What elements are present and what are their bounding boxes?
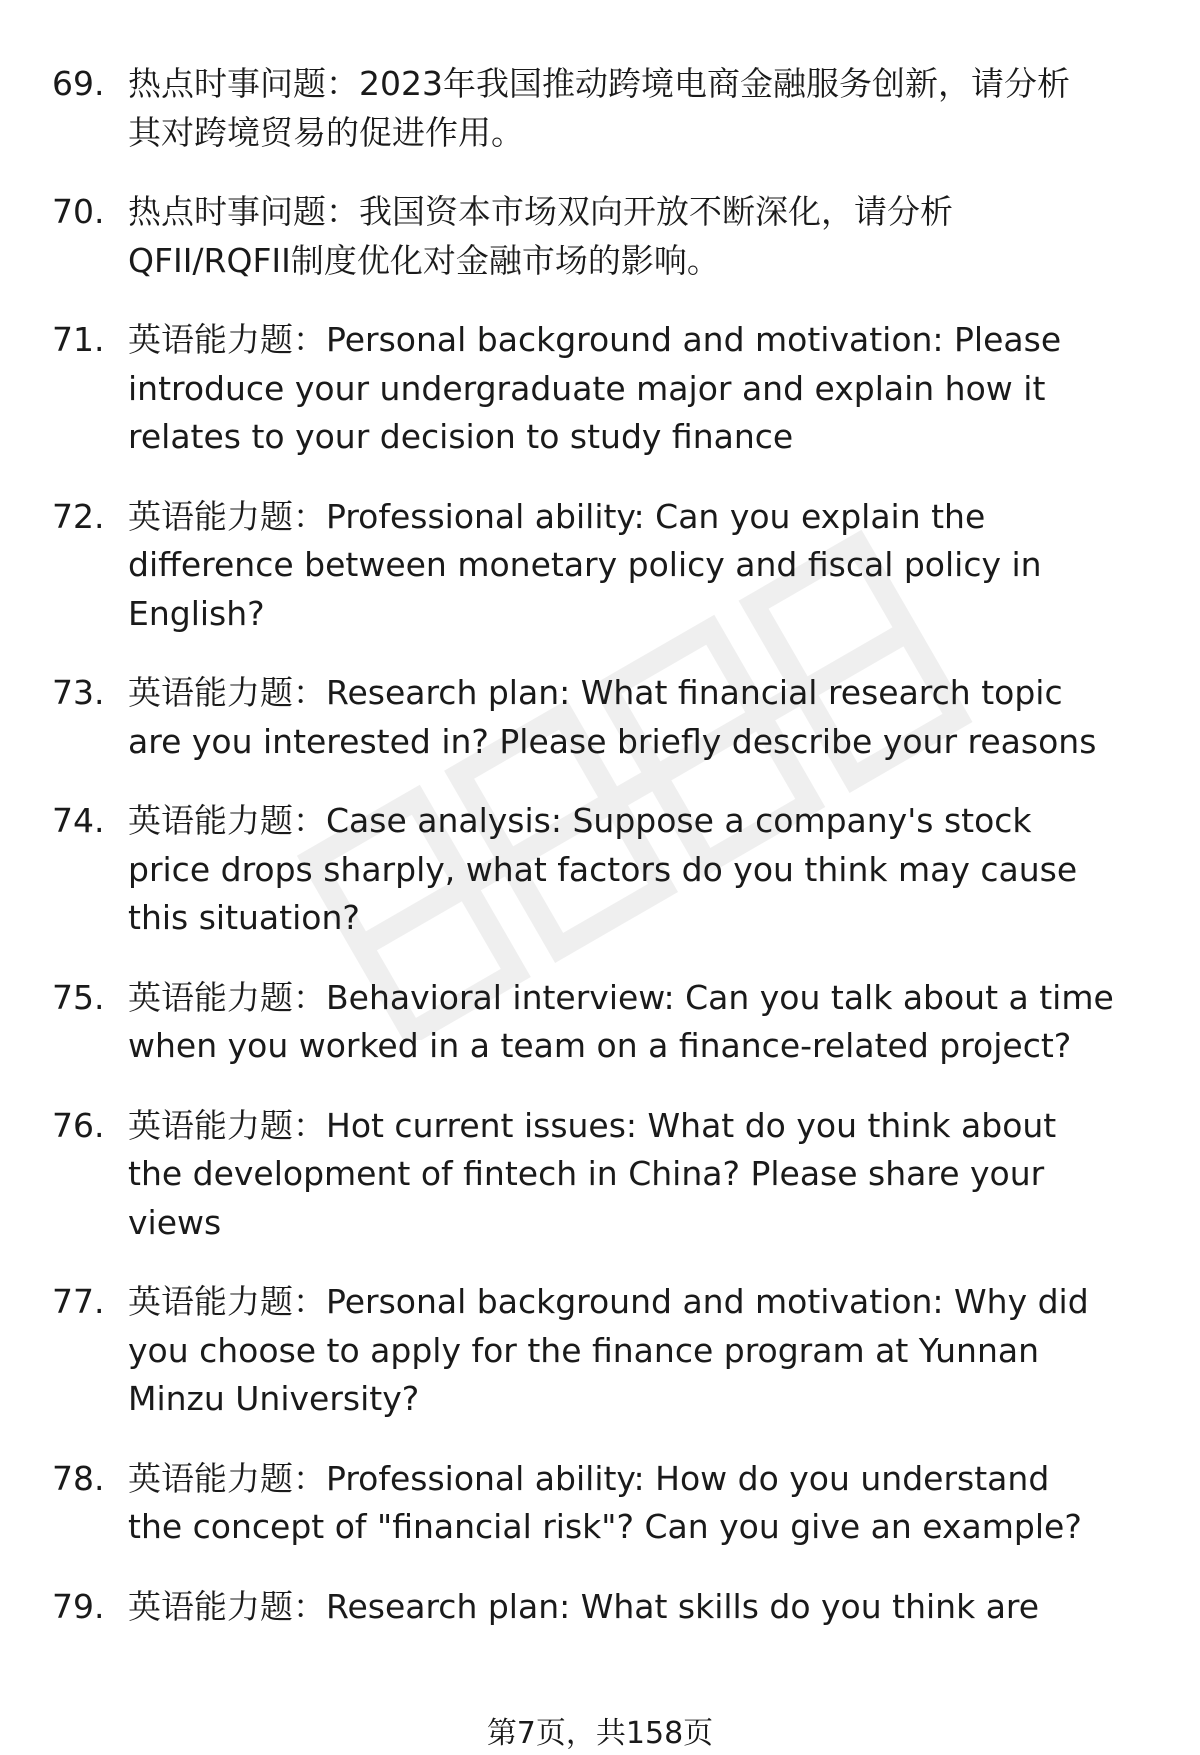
question-item <box>0 974 1200 1071</box>
question-number: 73. <box>52 673 105 712</box>
question-item <box>0 316 1200 462</box>
page-number-footer: 第7页，共158页 <box>486 1716 714 1751</box>
question-text: 英语能力题：Professional ability: Can you explain the difference between monetary policy and fiscal policy in English? <box>128 496 1042 633</box>
question-item <box>0 1455 1200 1552</box>
question-item <box>0 669 1200 766</box>
question-item <box>0 1102 1200 1248</box>
question-text: 英语能力题：Research plan: What financial research topic are you interested in? Please briefly describe your reasons <box>128 673 1097 761</box>
question-number: 74. <box>52 801 105 840</box>
question-number: 72. <box>52 496 105 536</box>
question-text: 热点时事问题：我国资本市场双向开放不断深化，请分析 QFII/RQFII制度优化对金融市场的影响。 <box>128 192 953 280</box>
question-number: 75. <box>52 977 105 1017</box>
question-item <box>0 1278 1200 1424</box>
question-number: 76. <box>52 1105 105 1145</box>
question-text: 英语能力题：Behavioral interview: Can you talk about a time when you worked in a team on a finance-related project? <box>128 977 1114 1065</box>
question-number: 78. <box>52 1458 105 1498</box>
question-number: 77. <box>52 1282 105 1321</box>
question-text: 英语能力题：Hot current issues: What do you think about the development of fintech in China? Please share your views <box>128 1105 1057 1242</box>
question-number: 69. <box>52 64 105 103</box>
question-number: 70. <box>52 192 105 231</box>
question-text: 英语能力题：Professional ability: How do you understand the concept of "financial risk"? Can you give an example? <box>128 1458 1082 1546</box>
question-text: 英语能力题：Research plan: What skills do you think are <box>128 1586 1040 1626</box>
question-item <box>0 493 1200 639</box>
question-item <box>0 60 1200 157</box>
question-number: 79. <box>52 1586 105 1626</box>
question-text: 英语能力题：Personal background and motivation: Please introduce your undergraduate major and explain how it relates to your decision to study finance <box>128 320 1062 456</box>
question-text: 热点时事问题：2023年我国推动跨境电商金融服务创新，请分析 其对跨境贸易的促进作用。 <box>128 64 1070 152</box>
question-text: 英语能力题：Personal background and motivation: Why did you choose to apply for the finance program at Yunnan Minzu University? <box>128 1282 1089 1418</box>
question-list <box>0 60 1200 1662</box>
question-item <box>0 188 1200 285</box>
question-item <box>0 797 1200 943</box>
question-number: 71. <box>52 320 105 359</box>
question-text: 英语能力题：Case analysis: Suppose a company's stock price drops sharply, what factors do you think may cause this situation? <box>128 801 1078 937</box>
question-item <box>0 1583 1200 1632</box>
